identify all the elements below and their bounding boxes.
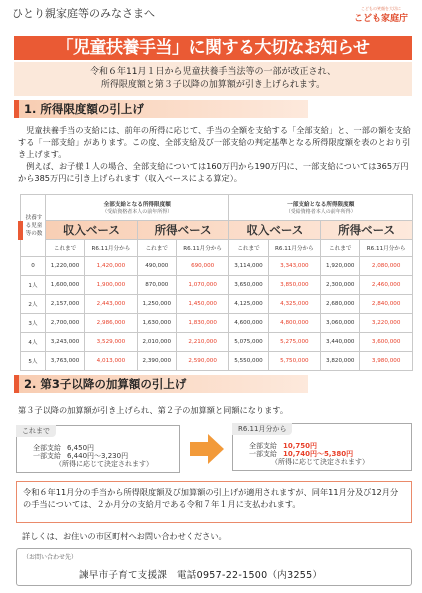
- intro-box: [14, 62, 412, 96]
- table-subhead: これまで: [321, 240, 360, 257]
- table-cell: 2,986,000: [85, 314, 138, 333]
- table-cell: 1,920,000: [321, 257, 360, 276]
- table-cell: 2,300,000: [321, 276, 360, 295]
- new-full-label: 全部支給: [249, 442, 277, 450]
- table-head-kids: 扶養する児童等の数: [21, 195, 46, 257]
- table-kids-cell: 2人: [21, 295, 46, 314]
- table-cell: 5,075,000: [229, 333, 268, 352]
- table-cell: 3,650,000: [229, 276, 268, 295]
- table-base: 所得ベース: [137, 221, 229, 240]
- table-cell: 690,000: [176, 257, 229, 276]
- intro-line-2: 所得限度額と第３子以降の加算額が引き上げられます。: [100, 80, 326, 90]
- table-kids-cell: 4人: [21, 333, 46, 352]
- table-cell: 1,250,000: [137, 295, 176, 314]
- table-subhead: これまで: [46, 240, 85, 257]
- intro-line-1: 令和６年11月１日から児童扶養手当法等の一部が改正され、: [90, 67, 336, 77]
- table-cell: 2,680,000: [321, 295, 360, 314]
- table-cell: 4,325,000: [268, 295, 321, 314]
- audience-subtitle: ひとり親家庭等のみなさまへ: [12, 7, 155, 20]
- new-part-value: 10,740円～5,380円: [283, 450, 354, 458]
- new-amount-box: [232, 423, 412, 471]
- agency-logo: [348, 6, 414, 34]
- table-cell: 2,700,000: [46, 314, 85, 333]
- section1-paragraph-1: 児童扶養手当の支給には、前年の所得に応じて、手当の全額を支給する「全部支給」と、一部の額を支給する「一部支給」があります。この度、全部支給及び一部支給の判定基準となる所得限度額を表のとおり引き上げます。: [18, 125, 411, 160]
- table-kids-cell: 0: [21, 257, 46, 276]
- table-row: [21, 257, 413, 276]
- table-base: 収入ベース: [229, 221, 321, 240]
- table-cell: 2,010,000: [137, 333, 176, 352]
- table-group-full: 全部支給となる所得限度額 （受給資格者本人の前年所得）: [46, 195, 229, 221]
- contact-label: （お問い合わせ先）: [23, 554, 78, 561]
- table-kids-cell: 1人: [21, 276, 46, 295]
- old-full-value: 6,450円: [67, 444, 95, 452]
- table-cell: 1,070,000: [176, 276, 229, 295]
- table-cell: 1,220,000: [46, 257, 85, 276]
- old-tag: これまで: [16, 425, 56, 437]
- section1-paragraph-2: 例えば、お子様１人の場合、全部支給については160万円から190万円に、一部支給については365万円から385万円に引き上げられます（収入ベースによる算定）。: [18, 161, 409, 184]
- table-cell: 2,460,000: [360, 276, 413, 295]
- table-subhead: これまで: [137, 240, 176, 257]
- table-cell: 5,550,000: [229, 352, 268, 371]
- detail-text: 詳しくは、お住いの市区町村へお問い合わせください。: [22, 531, 227, 541]
- old-full-label: 全部支給: [33, 444, 61, 452]
- table-subhead: R6.11月分から: [85, 240, 138, 257]
- table-cell: 2,590,000: [176, 352, 229, 371]
- table-cell: 1,830,000: [176, 314, 229, 333]
- table-cell: 2,443,000: [85, 295, 138, 314]
- table-row: [21, 295, 413, 314]
- table-subhead: R6.11月分から: [268, 240, 321, 257]
- table-cell: 3,440,000: [321, 333, 360, 352]
- table-cell: 2,210,000: [176, 333, 229, 352]
- table-subhead: これまで: [229, 240, 268, 257]
- table-kids-cell: 3人: [21, 314, 46, 333]
- table-cell: 3,243,000: [46, 333, 85, 352]
- section2-heading: 2. 第3子以降の加算額の引上げ: [14, 375, 308, 393]
- table-cell: 3,343,000: [268, 257, 321, 276]
- old-part-label: 一部支給: [33, 452, 61, 460]
- table-cell: 2,840,000: [360, 295, 413, 314]
- table-cell: 490,000: [137, 257, 176, 276]
- table-cell: 4,800,000: [268, 314, 321, 333]
- section1-heading: 1. 所得限度額の引上げ: [14, 100, 308, 118]
- table-row: [21, 333, 413, 352]
- table-base: 収入ベース: [46, 221, 138, 240]
- table-row: [21, 352, 413, 371]
- arrow-right-icon: [190, 432, 226, 466]
- table-cell: 2,390,000: [137, 352, 176, 371]
- table-row: [21, 314, 413, 333]
- old-note: （所得に応じて決定されます）: [55, 460, 153, 468]
- table-group-partial: 一部支給となる所得限度額 （受給資格者本人の前年所得）: [229, 195, 413, 221]
- table-cell: 1,900,000: [85, 276, 138, 295]
- table-cell: 1,630,000: [137, 314, 176, 333]
- table-cell: 5,275,000: [268, 333, 321, 352]
- table-cell: 1,600,000: [46, 276, 85, 295]
- old-part-value: 6,440円～3,230円: [67, 452, 129, 460]
- contact-value: 諫早市子育て支援課 電話0957-22-1500（内3255）: [79, 570, 323, 581]
- section2-text: 第３子以降の加算額が引き上げられ、第２子の加算額と同額になります。: [18, 405, 289, 415]
- table-cell: 1,450,000: [176, 295, 229, 314]
- table-subhead: R6.11月分から: [176, 240, 229, 257]
- table-cell: 3,600,000: [360, 333, 413, 352]
- table-subhead: R6.11月分から: [360, 240, 413, 257]
- table-base: 所得ベース: [321, 221, 413, 240]
- income-limit-table: [18, 194, 413, 371]
- table-row: [21, 276, 413, 295]
- table-cell: 5,750,000: [268, 352, 321, 371]
- contact-box: [16, 548, 412, 586]
- logo-name: こども家庭庁: [353, 14, 408, 24]
- table-cell: 3,529,000: [85, 333, 138, 352]
- table-cell: 4,013,000: [85, 352, 138, 371]
- new-part-label: 一部支給: [249, 450, 277, 458]
- table-cell: 3,763,000: [46, 352, 85, 371]
- new-note: （所得に応じて決定されます）: [271, 458, 369, 466]
- table-cell: 2,157,000: [46, 295, 85, 314]
- old-amount-box: [16, 425, 180, 473]
- table-cell: 3,220,000: [360, 314, 413, 333]
- table-cell: 3,060,000: [321, 314, 360, 333]
- table-cell: 4,600,000: [229, 314, 268, 333]
- table-cell: 870,000: [137, 276, 176, 295]
- page-title: 「児童扶養手当」に関する大切なお知らせ: [14, 36, 412, 60]
- table-kids-cell: 5人: [21, 352, 46, 371]
- new-full-value: 10,750円: [283, 442, 318, 450]
- payment-notice: 令和６年11月分の手当から所得限度額及び加算額の引上げが適用されますが、同年11月分及び12月分の手当については、２か月分の支給月である令和７年１月に支払われます。: [16, 481, 412, 523]
- new-tag: R6.11月分から: [232, 423, 292, 435]
- table-cell: 1,420,000: [85, 257, 138, 276]
- table-cell: 3,820,000: [321, 352, 360, 371]
- table-cell: 3,980,000: [360, 352, 413, 371]
- table-cell: 3,850,000: [268, 276, 321, 295]
- table-cell: 3,114,000: [229, 257, 268, 276]
- logo-tagline: こどもの笑顔を大切に: [361, 6, 401, 11]
- table-cell: 2,080,000: [360, 257, 413, 276]
- table-cell: 4,125,000: [229, 295, 268, 314]
